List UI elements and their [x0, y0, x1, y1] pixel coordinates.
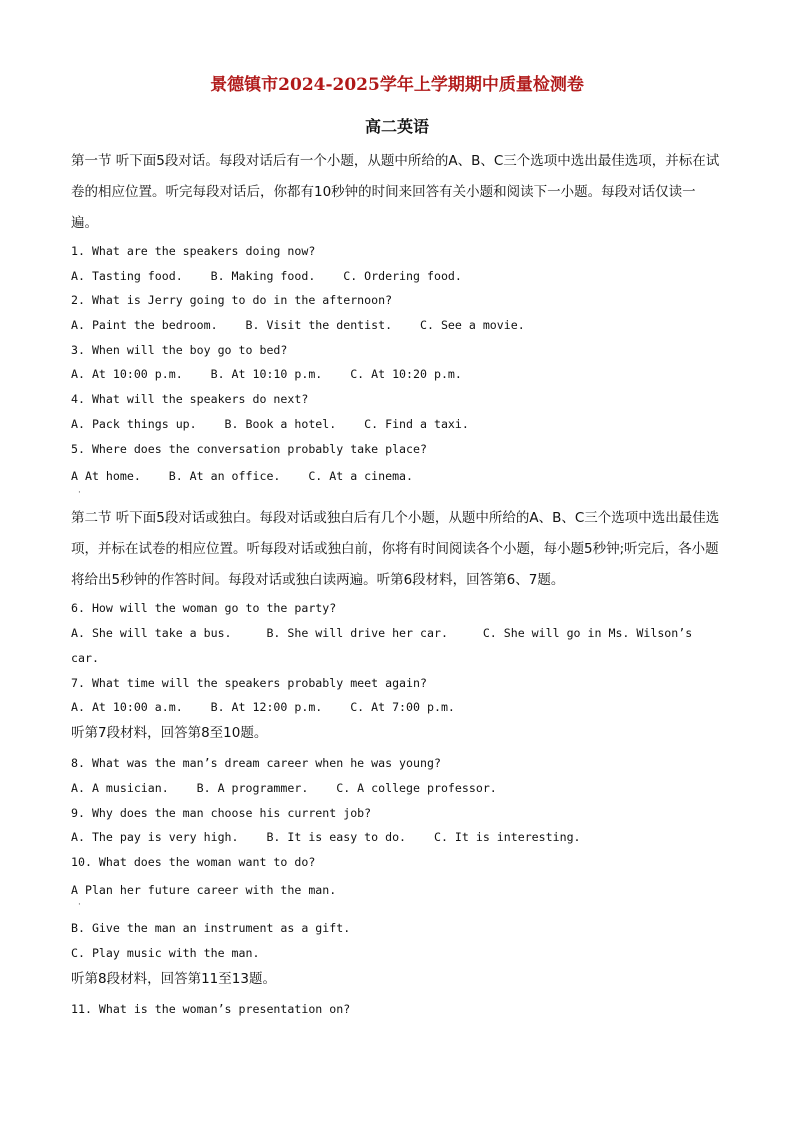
question-6-options-cont: car.	[71, 651, 99, 665]
section2-instructions: 第二节 听下面5段对话或独白。每段对话或独白后有几个小题，从题中所给的A、B、C三个选项中选出最佳选项，并标在试卷的相应位置。听每段对话或独白前，你将有时间阅读各个小题，每小题5秒钟;听完后，各小题将给出5秒钟的作答时间。每段对话或独白读两遍。听第6段材料，回答第6、7题。	[71, 510, 720, 588]
question-3-options: A. At 10:00 p.m. B. At 10:10 p.m. C. At 10:20 p.m.	[71, 367, 462, 381]
question-10-option-b: B. Give the man an instrument as a gift.	[71, 921, 351, 935]
question-2-options: A. Paint the bedroom. B. Visit the dentist. C. See a movie.	[71, 318, 525, 332]
question-1-options: A. Tasting food. B. Making food. C. Ordering food.	[71, 269, 462, 283]
question-6: 6. How will the woman go to the party?	[71, 601, 337, 615]
question-5: 5. Where does the conversation probably take place?	[71, 442, 427, 456]
material-8-note: 听第8段材料，回答第11至13题。	[71, 971, 276, 987]
question-5-options: A At home. B. At an office. C. At a cinema.	[71, 469, 414, 483]
question-10-option-c: C. Play music with the man.	[71, 946, 260, 960]
material-7-note: 听第7段材料，回答第8至10题。	[71, 725, 268, 741]
question-6-options: A. She will take a bus. B. She will drive her car. C. She will go in Ms. Wilson’s	[71, 626, 693, 640]
question-7-options: A. At 10:00 a.m. B. At 12:00 p.m. C. At 7:00 p.m.	[71, 700, 455, 714]
question-4: 4. What will the speakers do next?	[71, 392, 309, 406]
question-9-options: A. The pay is very high. B. It is easy to do. C. It is interesting.	[71, 830, 581, 844]
stray-mark: ·	[78, 900, 81, 910]
question-10-option-a: A Plan her future career with the man.	[71, 883, 337, 897]
exam-subject: 高二英语	[364, 117, 429, 136]
exam-title: 景德镇市2024-2025学年上学期期中质量检测卷	[210, 75, 584, 95]
question-2: 2. What is Jerry going to do in the afternoon?	[71, 293, 393, 307]
question-8-options: A. A musician. B. A programmer. C. A college professor.	[71, 781, 497, 795]
question-1: 1. What are the speakers doing now?	[71, 244, 316, 258]
question-4-options: A. Pack things up. B. Book a hotel. C. Find a taxi.	[71, 417, 469, 431]
stray-mark: ·	[78, 488, 81, 498]
question-9: 9. Why does the man choose his current job?	[71, 806, 372, 820]
question-10: 10. What does the woman want to do?	[71, 855, 316, 869]
question-11: 11. What is the woman’s presentation on?	[71, 1002, 351, 1016]
section1-instructions: 第一节 听下面5段对话。每段对话后有一个小题，从题中所给的A、B、C三个选项中选出最佳选项，并标在试卷的相应位置。听完每段对话后，你都有10秒钟的时间来回答有关小题和阅读下一小题。每段对话仅读一遍。	[71, 153, 720, 231]
question-7: 7. What time will the speakers probably meet again?	[71, 676, 427, 690]
question-3: 3. When will the boy go to bed?	[71, 343, 288, 357]
question-8: 8. What was the man’s dream career when he was young?	[71, 756, 441, 770]
